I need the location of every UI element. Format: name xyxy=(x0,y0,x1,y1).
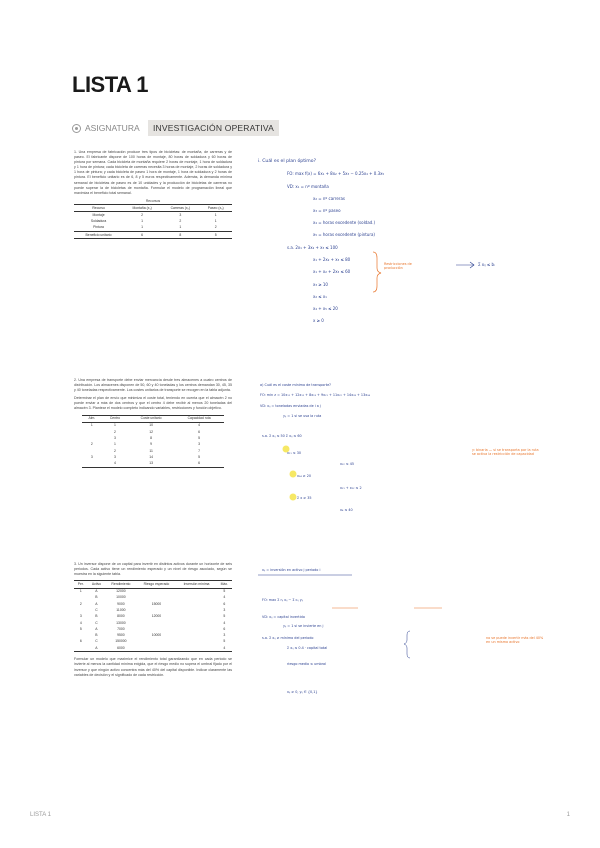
property-value-tag[interactable]: INVESTIGACIÓN OPERATIVA xyxy=(148,120,279,136)
cell: 4 xyxy=(223,620,226,625)
cell: 4 xyxy=(223,595,226,600)
cell: 5 xyxy=(198,454,201,459)
cell: 3 xyxy=(179,212,182,217)
note-line: a) Cuál es el coste mínimo de transporte? xyxy=(260,383,331,387)
cell: 6 xyxy=(174,461,224,468)
cell: 1 xyxy=(214,212,217,217)
cell: 2 xyxy=(90,442,93,447)
cell: Montaje xyxy=(92,212,105,217)
note-line: x₃ ≥ 10 xyxy=(313,282,328,287)
table-header: Montaña (x₁) xyxy=(123,204,161,211)
table-header: Máx. xyxy=(217,581,232,588)
cell: 8000 xyxy=(117,614,125,619)
cell: 15000 xyxy=(151,601,162,606)
page-title: LISTA 1 xyxy=(72,72,148,97)
cell: 7 xyxy=(198,448,201,453)
cell: 6 xyxy=(79,639,82,644)
cell: A xyxy=(88,645,106,652)
cell: 13000 xyxy=(116,620,126,625)
note-brace-label: Restricciones de producción xyxy=(384,262,412,270)
cell: 9 xyxy=(150,442,153,447)
note-line: i. Cuál es el plan óptimo? xyxy=(258,159,317,164)
cell: 12000 xyxy=(151,614,162,619)
cell: 1 xyxy=(141,225,144,230)
cell: 1 xyxy=(114,423,116,428)
cell: 4 xyxy=(198,423,201,428)
cell: 2 xyxy=(114,448,116,453)
table-header: Alm. xyxy=(82,415,102,422)
note-line: Σ x ≥ 35 xyxy=(297,496,312,500)
problem-1-text: 1. Una empresa de fabricación produce tres tipos de bicicletas: de montaña, de carreras y de paseo. El fabricante dispone de 100 horas de montaje, 80 horas de soldadura y 60 horas de pintura por semana. Cada bicicleta de montaña requiere 2 horas de montaje, 1 hora de soldadura y 1 hora de pintura; cada bicicleta de carreras necesita 3 horas de montaje, 2 horas de soldadura y 1 hora de pintura; y cada bicicleta de paseo 1 hora de montaje, 1 hora de soldadura y 2 horas de pintura. El beneficio unitario es de 6, 8 y 5 euros respectivamente. Además, la demanda mínima semanal de bicicletas de paseo es de 10 unidades y la producción de bicicletas de carreras no puede superar la de bicicletas de montaña. Formular el modelo de programación lineal que maximiza el beneficio total semanal. xyxy=(74,150,232,195)
cell: 6 xyxy=(198,429,201,434)
cell: 8 xyxy=(161,232,199,239)
table-header: Centro xyxy=(102,415,128,422)
cell: Beneficio unitario xyxy=(74,232,123,239)
note-orange: no se puede invertir más del 40% en un mismo activo xyxy=(486,636,544,644)
cell: 12000 xyxy=(116,589,126,594)
cell: Pintura xyxy=(93,225,104,230)
cell: A xyxy=(95,626,98,631)
footer-left: LISTA 1 xyxy=(30,812,51,818)
note-line: riesgo medio ≤ umbral xyxy=(287,662,327,666)
cell: 5 xyxy=(223,639,226,644)
cell: 8 xyxy=(150,436,153,440)
cell: 11000 xyxy=(116,608,126,612)
cell: 150000 xyxy=(115,639,127,644)
note-line: x₁ + 2x₂ + x₃ ≤ 80 xyxy=(313,257,351,262)
note-line: VD: xᵢⱼ = capital invertido xyxy=(262,615,305,619)
note-line: FO: min z = 10x₁₁ + 12x₁₂ + 8x₁₃ + 9x₂₁ + 11x₂₂ + 14x₃₃ + 13x₃₄ xyxy=(260,393,370,397)
note-line: x₂₁ + x₂₂ ≤ 2 xyxy=(340,486,362,490)
cell: 4 xyxy=(217,645,232,652)
note-line: FO: max Σ rᵢⱼ xᵢⱼ − Σ cᵢⱼ yᵢⱼ xyxy=(262,598,303,602)
cell: 10000 xyxy=(151,633,162,638)
cell: 1 xyxy=(79,589,82,594)
cell: 2 xyxy=(79,601,82,606)
table-header: Per. xyxy=(74,581,88,588)
note-line: x ≥ 0 xyxy=(313,318,324,323)
note-line: x₄ = horas excedente (soldad.) xyxy=(313,220,376,225)
cell: 5 xyxy=(223,614,226,619)
note-line: x₄ + x₅ ≤ 20 xyxy=(313,306,338,311)
cell: 9000 xyxy=(117,601,125,606)
cell: C xyxy=(95,620,98,625)
note-line: yᵢⱼ = 1 si se usa la ruta xyxy=(283,414,322,418)
cell: 3 xyxy=(223,608,226,612)
cell: 6 xyxy=(223,601,226,606)
cell: 12 xyxy=(149,429,153,434)
cell: C xyxy=(95,608,98,612)
problem-1-table-caption: Recursos xyxy=(145,198,161,203)
note-line: xᵢⱼ = inversión en activo j periodo i xyxy=(262,568,321,572)
note-line: s.a. Σ xᵢⱼ ≤ 50 Σ xᵢⱼ ≤ 60 xyxy=(262,434,302,438)
note-line: VD: xᵢⱼ = toneladas enviadas de i a j xyxy=(260,404,321,408)
footer-page-number: 1 xyxy=(566,812,570,818)
note-line: x₂ = nº carreras xyxy=(313,196,345,201)
cell: 7000 xyxy=(117,626,125,631)
cell: A xyxy=(95,589,98,594)
cell: 9500 xyxy=(117,633,125,638)
note-line: x₁ + x₂ + 2x₃ ≤ 60 xyxy=(313,269,351,274)
cell: 11 xyxy=(149,448,153,453)
note-line: x₂₂ ≤ 45 xyxy=(340,462,355,466)
cell: 14 xyxy=(149,454,153,459)
note-line: x₅ = horas excedente (pintura) xyxy=(313,232,375,237)
table-header: Recurso xyxy=(74,204,123,211)
cell: 3 xyxy=(90,454,93,459)
cell: 6 xyxy=(123,232,161,239)
cell: 3 xyxy=(223,633,226,638)
cell: 13 xyxy=(128,461,174,468)
cell: B xyxy=(95,633,98,638)
note-line: x₃₄ ≥ 20 xyxy=(297,474,312,478)
cell: B xyxy=(95,595,98,600)
problem-3-text: 3. Un inversor dispone de un capital para invertir en distintos activos durante un horizonte de seis periodos. Cada activo tiene un rendimiento esperado y un nivel de riesgo asociado, según se muestra en la siguiente tabla. xyxy=(74,562,232,577)
table-header: Inversión mínima xyxy=(176,581,216,588)
property-key-label: ASIGNATURA xyxy=(85,123,140,133)
table-header: Coste unitario xyxy=(128,415,174,422)
note-line: x₁₁ ≤ 30 xyxy=(287,451,302,455)
cell: 3 xyxy=(198,442,201,447)
problem-3-after-text: Formular un modelo que maximice el rendimiento total garantizando que en cada periodo se invierte al menos la cantidad mínima exigida, que el riesgo medio no supera el umbral fijado por el inversor y que ningún activo concentra más del 40% del capital disponible. Indicar claramente las variables de decisión y el significado de cada restricción. xyxy=(74,657,232,677)
table-header: Capacidad ruta xyxy=(174,415,224,422)
cell: 5 xyxy=(79,626,82,631)
cell: 5 xyxy=(223,589,226,594)
note-line: yᵢⱼ = 1 si se invierte en j xyxy=(283,624,324,628)
table-header: Rendimiento xyxy=(105,581,136,588)
note-line: s.a. 2x₁ + 3x₂ + x₃ ≤ 100 xyxy=(287,245,338,250)
note-line: FO: max f(x) = 6x₁ + 8x₂ + 5x₃ − 0.25x₄ + 0.3x₅ xyxy=(287,171,385,176)
cell: 2 xyxy=(141,212,144,217)
cell: 1 xyxy=(141,219,144,224)
cell: 3 xyxy=(114,454,116,459)
cell: 5 xyxy=(199,232,232,239)
cell: 1 xyxy=(214,219,217,224)
problem-2-text: Determinar el plan de envío que minimiza el coste total, teniendo en cuenta que el almacén 2 no puede enviar a más de dos centros y que el centro 4 debe recibir al menos 20 toneladas del almacén 3. Plantear el modelo completo indicando variables, restricciones y función objetivo. xyxy=(74,396,232,411)
cell: 3 xyxy=(79,614,82,619)
cell: 1 xyxy=(179,225,182,230)
cell: B xyxy=(95,614,98,619)
table-header: Riesgo esperado xyxy=(136,581,176,588)
cell: 4 xyxy=(79,620,82,625)
cell: 3 xyxy=(114,436,116,440)
cell: 6000 xyxy=(105,645,136,652)
problem-2-text: 2. Una empresa de transporte debe enviar mercancía desde tres almacenes a cuatro centros de distribución. Los almacenes disponen de 50, 60 y 40 toneladas y los centros demandan 30, 45, 35 y 40 toneladas respectivamente. Los costes unitarios de transporte se recogen en la tabla adjunta. xyxy=(74,378,232,393)
cell: 2 xyxy=(179,219,182,224)
cell: 5 xyxy=(198,436,201,440)
note-line: x₄ ≤ 40 xyxy=(340,508,353,512)
cell: 10000 xyxy=(116,595,126,600)
note-line: x₂ ≤ x₁ xyxy=(313,294,327,299)
note-line: VD: x₁ = nº montaña xyxy=(287,184,329,189)
note-line: xᵢⱼ ≥ 0, yᵢⱼ ∈ {0,1} xyxy=(287,690,318,694)
table-header: Carreras (x₂) xyxy=(161,204,199,211)
cell: 4 xyxy=(102,461,128,468)
table-header: Activo xyxy=(88,581,106,588)
cell: 1 xyxy=(90,423,93,428)
cell: 10 xyxy=(149,423,153,428)
note-line: s.a. Σ xᵢⱼ ≥ mínimo del periodo xyxy=(262,636,314,640)
cell: C xyxy=(95,639,98,644)
note-line: Σ xᵢⱼ ≤ 0.4 · capital total xyxy=(287,646,328,650)
note-line: x₃ = nº paseo xyxy=(313,208,341,213)
note-arrow-label: Σ xᵢⱼ ≤ bᵢ xyxy=(478,262,495,267)
table-header: Paseo (x₃) xyxy=(199,204,232,211)
cell: Soldadura xyxy=(90,219,107,224)
cell: 2 xyxy=(114,429,116,434)
note-orange: y: binaria — si se transporta por la ruta se activa la restricción de capacidad xyxy=(472,448,539,456)
cell: 2 xyxy=(214,225,217,230)
cell: 6 xyxy=(223,626,226,631)
cell: A xyxy=(95,601,98,606)
cell: 1 xyxy=(114,442,116,447)
